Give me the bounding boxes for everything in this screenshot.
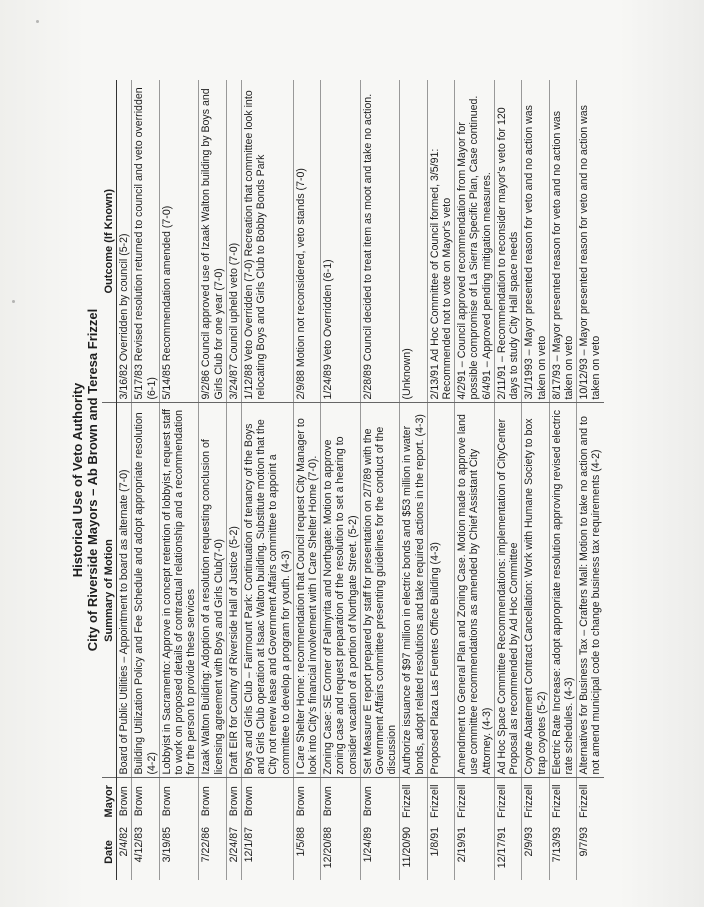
row-summary: Proposed Plaza Las Fuentes Office Building (4-3) xyxy=(427,403,454,778)
table-body xyxy=(117,80,604,880)
row-mayor: Brown xyxy=(293,778,320,824)
row-date: 7/13/93 xyxy=(549,824,576,880)
row-outcome: 3/1/1993 – Mayor presented reason for veto and no action was taken on veto xyxy=(522,80,549,403)
row-outcome: 1/24/89 Veto Overridden (6-1) xyxy=(321,80,361,403)
row-mayor: Brown xyxy=(321,778,361,824)
table-row xyxy=(549,80,576,880)
row-summary: Set Measure E report prepared by staff for presentation on 2/7/89 with the Government Affairs committee presenting guidelines for the conduct of the discussion xyxy=(360,403,400,778)
row-outcome: 5/17/83 Revised resolution returned to council and veto overridden (6-1) xyxy=(132,80,159,403)
row-summary: Authorize issuance of $97 million in electric bonds and $53 million in water bonds, adopt related resolutions and take required actions in the report. (4-3) xyxy=(400,403,427,778)
table-row xyxy=(159,80,199,880)
row-summary: Board of Public Utilities – Appointment to board as alternate (7-0) xyxy=(117,403,132,778)
row-summary: Draft EIR for County of Riverside Hall of Justice (5-2) xyxy=(226,403,241,778)
row-mayor: Brown xyxy=(159,778,199,824)
row-outcome: 8/17/93 – Mayor presented reason for veto and no action was taken on veto xyxy=(549,80,576,403)
row-summary: Boys and Girls Club – Fairmount Park: Continuation of tenancy of the Boys and Girls Club operation at Isaac Walton building. Substitute motion that the City not renew lease and Government Affairs committee to appoint a committee to develop a program for youth. (4-3) xyxy=(242,403,294,778)
row-mayor: Brown xyxy=(360,778,400,824)
row-summary: Zoning Case: SE Corner of Palmyrita and Northgate: Motion to approve zoning case and request preparation of the resolution to set a hearing to consider vacation of a portion of Northgate Street. (5-2) xyxy=(321,403,361,778)
row-date: 12/1/87 xyxy=(242,824,294,880)
table-row xyxy=(132,80,159,880)
document-title: Historical Use of Veto Authority xyxy=(70,382,85,578)
table-row xyxy=(117,80,132,880)
table-row xyxy=(242,80,294,880)
row-summary: Lobbyist in Sacramento: Approve in concept retention of lobbyist, request staff to work on proposed details of contractual relationship and a recommendation for the person to provide these services xyxy=(159,403,199,778)
row-date: 11/20/90 xyxy=(400,824,427,880)
row-date: 2/19/91 xyxy=(455,824,495,880)
table-row xyxy=(293,80,320,880)
row-date: 2/9/93 xyxy=(522,824,549,880)
row-outcome: 2/11/91 – Recommendation to reconsider mayor's veto for 120 days to study City Hall space needs xyxy=(494,80,521,403)
table-row xyxy=(360,80,400,880)
row-summary: Alternatives for Business Tax – Crafters Mall: Motion to take no action and to not amend municipal code to change business tax requirements (4-2) xyxy=(577,403,604,778)
column-header-summary: Summary of Motion xyxy=(102,403,117,778)
table-row xyxy=(199,80,226,880)
row-summary: Amendment to General Plan and Zoning Case. Motion made to approve land use committee recommendations as amended by Chief Assistant City Attorney. (4-3) xyxy=(455,403,495,778)
row-outcome: 2/9/88 Motion not reconsidered, veto stands (7-0) xyxy=(293,80,320,403)
row-summary: Ad Hoc Space Committee Recommendations: implementation of CityCenter Proposal as recommended by Ad Hoc Committee xyxy=(494,403,521,778)
row-outcome: 3/16/82 Overridden by council (5-2) xyxy=(117,80,132,403)
row-mayor: Frizzell xyxy=(455,778,495,824)
row-outcome: 2/13/91 Ad Hoc Committee of Council formed, 3/5/91: Recommended not to vote on Mayor's veto xyxy=(427,80,454,403)
table-row xyxy=(427,80,454,880)
document-header xyxy=(70,80,100,880)
row-summary: Building Utilization Policy and Fee Schedule and adopt appropriate resolution (4-2) xyxy=(132,403,159,778)
row-mayor: Frizzell xyxy=(427,778,454,824)
row-date: 9/7/93 xyxy=(577,824,604,880)
row-outcome: 10/12/93 – Mayor presented reason for veto and no action was taken on veto xyxy=(577,80,604,403)
row-mayor: Brown xyxy=(226,778,241,824)
row-outcome: 3/24/87 Council upheld veto (7-0) xyxy=(226,80,241,403)
rotated-document xyxy=(70,80,690,880)
veto-table xyxy=(102,80,604,880)
row-date: 2/4/82 xyxy=(117,824,132,880)
document-subtitle: City of Riverside Mayors – Ab Brown and Teresa Frizzel xyxy=(85,308,100,652)
row-outcome: 2/28/89 Council decided to treat item as moot and take no action. xyxy=(360,80,400,403)
row-date: 1/8/91 xyxy=(427,824,454,880)
table-row xyxy=(577,80,604,880)
table-row xyxy=(226,80,241,880)
row-date: 3/19/85 xyxy=(159,824,199,880)
row-mayor: Frizzell xyxy=(522,778,549,824)
table-row xyxy=(522,80,549,880)
row-outcome: 4/2/91 – Council approved recommendation from Mayor for possible compromise of La Sierra Specific Plan, Case continued. 6/4/91 – Approved pending mitigation measures. xyxy=(455,80,495,403)
table-row xyxy=(494,80,521,880)
row-outcome: 5/14/85 Recommendation amended (7-0) xyxy=(159,80,199,403)
row-mayor: Brown xyxy=(117,778,132,824)
table-row xyxy=(400,80,427,880)
scan-speck xyxy=(36,20,39,23)
row-date: 2/24/87 xyxy=(226,824,241,880)
row-mayor: Frizzell xyxy=(577,778,604,824)
row-date: 12/20/88 xyxy=(321,824,361,880)
row-mayor: Brown xyxy=(132,778,159,824)
row-date: 12/17/91 xyxy=(494,824,521,880)
row-summary: Coyote Abatement Contract Cancellation: Work with Humane Society to box trap coyotes (5-2) xyxy=(522,403,549,778)
row-outcome: 9/2/86 Council approved use of Izaak Walton building by Boys and Girls Club for one year (7-0) xyxy=(199,80,226,403)
row-summary: Izaak Walton Building: Adoption of a resolution requesting conclusion of licensing agreement with Boys and Girls Club(7-0) xyxy=(199,403,226,778)
row-mayor: Frizzell xyxy=(549,778,576,824)
row-date: 1/5/88 xyxy=(293,824,320,880)
row-mayor: Brown xyxy=(242,778,294,824)
row-date: 1/24/89 xyxy=(360,824,400,880)
column-header-mayor: Mayor xyxy=(102,778,117,824)
row-mayor: Frizzell xyxy=(400,778,427,824)
row-date: 4/12/83 xyxy=(132,824,159,880)
row-outcome: (Unknown) xyxy=(400,80,427,403)
row-outcome: 1/12/88 Veto Overridden (7-0) Recreation that committee look into relocating Boys and Girls Club to Bobby Bonds Park xyxy=(242,80,294,403)
row-summary: I Care Shelter Home: recommendation that Council request City Manager to look into City's financial involvement with I Care Shelter Home (7-0). xyxy=(293,403,320,778)
row-date: 7/22/86 xyxy=(199,824,226,880)
column-header-outcome: Outcome (If Known) xyxy=(102,80,117,403)
row-summary: Electric Rate Increase: adopt appropriate resolution approving revised electric rate schedules. (4-3) xyxy=(549,403,576,778)
table-row xyxy=(321,80,361,880)
table-header-row xyxy=(102,80,117,880)
row-mayor: Frizzell xyxy=(494,778,521,824)
column-header-date: Date xyxy=(102,824,117,880)
scan-speck xyxy=(12,300,15,303)
table-row xyxy=(455,80,495,880)
row-mayor: Brown xyxy=(199,778,226,824)
